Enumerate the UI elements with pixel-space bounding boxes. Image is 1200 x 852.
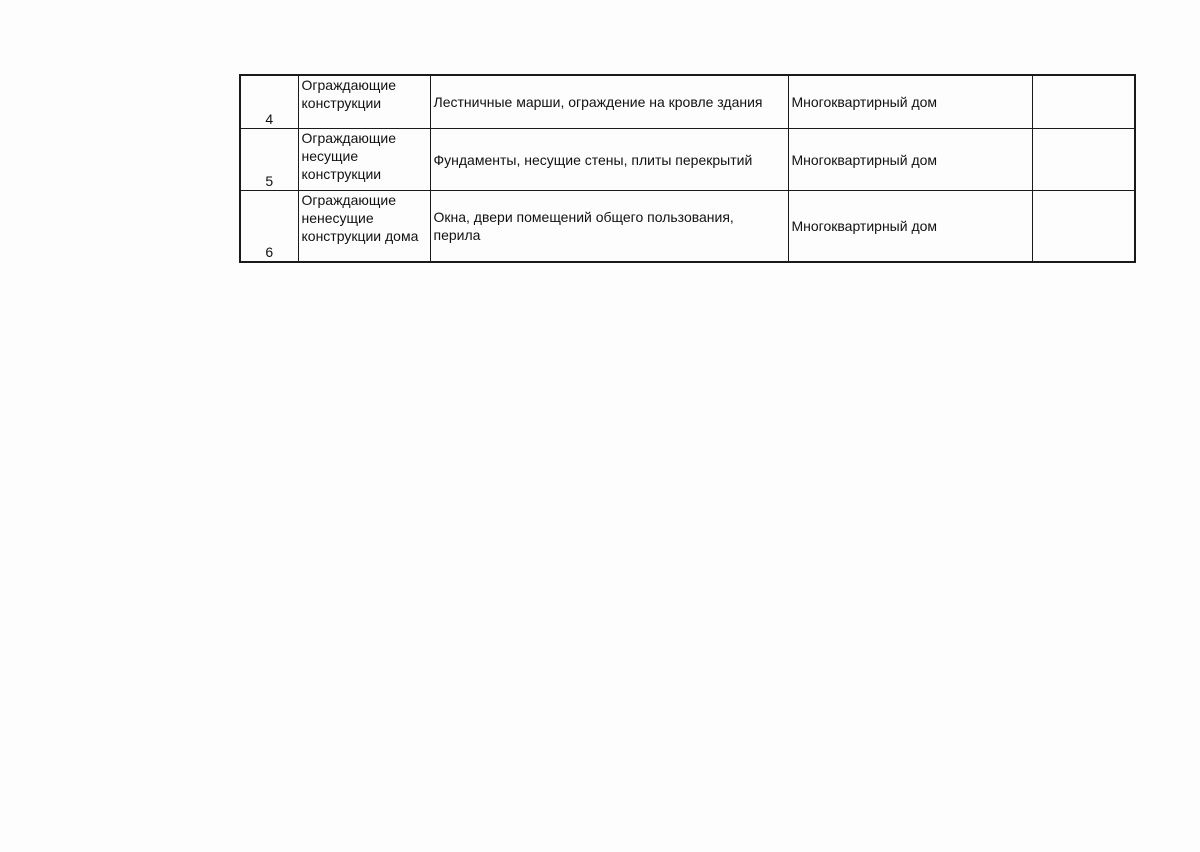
structure-description-text: Лестничные марши, ограждение на кровле здания [433, 94, 763, 110]
structure-description-cell [430, 75, 788, 129]
object-cell: Многоквартирный дом [788, 75, 1032, 129]
row-number-cell: 6 [240, 191, 298, 263]
structure-description-cell [430, 129, 788, 191]
object-cell: Многоквартирный дом [788, 129, 1032, 191]
structure-type-cell [298, 75, 430, 129]
empty-cell [1032, 129, 1135, 191]
structures-table [239, 74, 1136, 263]
structure-type-text: Ограждающие конструкции [301, 77, 397, 111]
structure-description-text: Окна, двери помещений общего пользования, перила [433, 209, 734, 243]
table-row [240, 191, 1135, 263]
table-row [240, 75, 1135, 129]
empty-cell [1032, 75, 1135, 129]
row-number-cell: 5 [240, 129, 298, 191]
structure-type-text: Ограждающие несущие конструкции [301, 130, 397, 182]
structure-description-text: Фундаменты, несущие стены, плиты перекрытий [433, 151, 753, 168]
empty-cell [1032, 191, 1135, 263]
row-number-cell: 4 [240, 75, 298, 129]
table-row [240, 129, 1135, 191]
structure-type-cell [298, 129, 430, 191]
structure-description-cell [430, 191, 788, 263]
structure-type-text: Ограждающие ненесущие конструкции дома [301, 192, 419, 244]
object-cell: Многоквартирный дом [788, 191, 1032, 263]
structure-type-cell [298, 191, 430, 263]
